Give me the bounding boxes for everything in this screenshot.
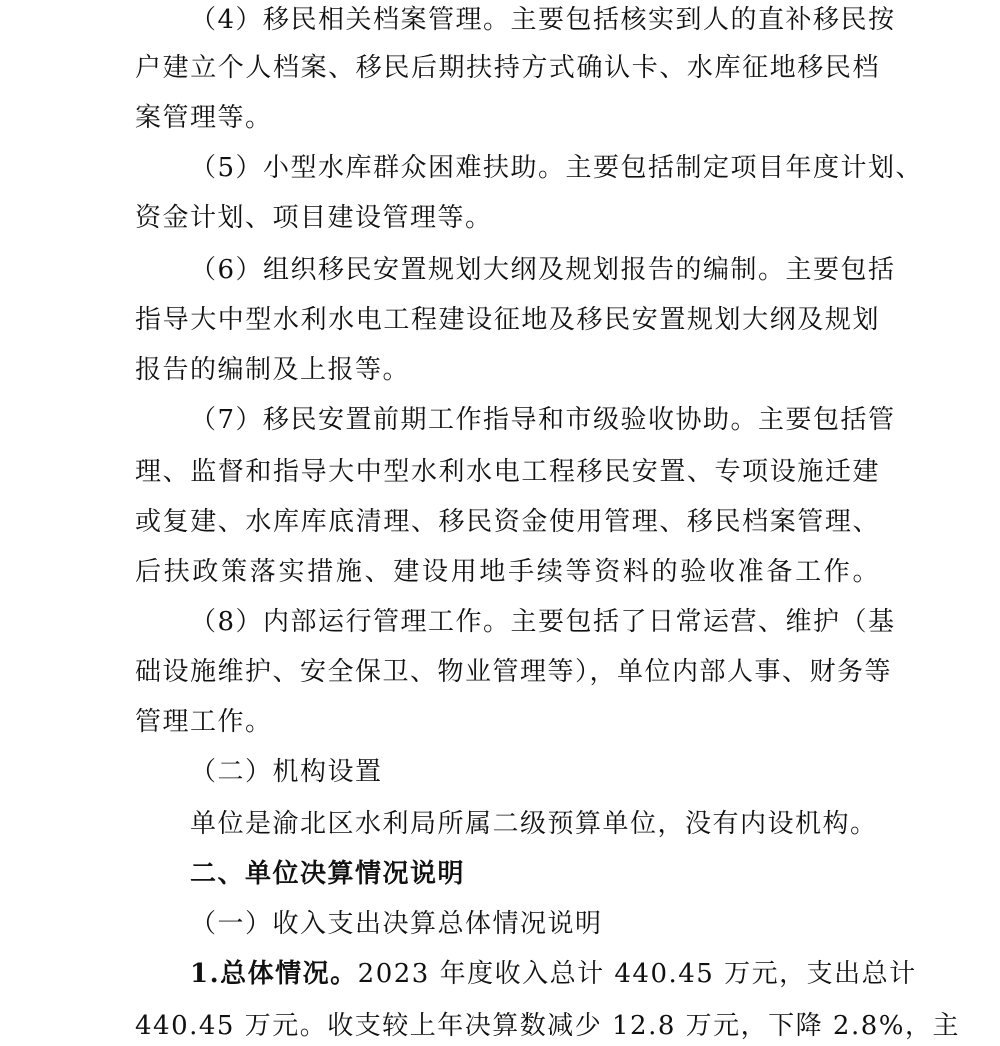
p7-line-2: 理、监督和指导大中型水利水电工程移民安置、专项设施迁建 — [135, 457, 880, 487]
p4-line-1: （4）移民相关档案管理。主要包括核实到人的直补移民按 — [190, 5, 896, 35]
p4-line-3: 案管理等。 — [135, 103, 273, 133]
p5-line-1: （5）小型水库群众困难扶助。主要包括制定项目年度计划、 — [190, 153, 924, 183]
overall-line-1 — [190, 954, 917, 994]
section-org-heading: （二）机构设置 — [190, 757, 383, 787]
p8-line-3: 管理工作。 — [135, 707, 273, 737]
p5-line-2: 资金计划、项目建设管理等。 — [135, 203, 493, 233]
p6-line-1: （6）组织移民安置规划大纲及规划报告的编制。主要包括 — [190, 255, 896, 285]
p4-line-2: 户建立个人档案、移民后期扶持方式确认卡、水库征地移民档 — [135, 53, 880, 83]
section-two-subheading: （一）收入支出决算总体情况说明 — [190, 909, 603, 939]
overall-line-1-rest: 2023 年度收入总计 440.45 万元，支出总计 — [357, 959, 917, 989]
p6-line-3: 报告的编制及上报等。 — [135, 355, 411, 385]
p6-line-2: 指导大中型水利水电工程建设征地及移民安置规划大纲及规划 — [135, 305, 880, 335]
p7-line-3: 或复建、水库库底清理、移民资金使用管理、移民档案管理、 — [135, 507, 880, 537]
p8-line-2: 础设施维护、安全保卫、物业管理等），单位内部人事、财务等 — [135, 657, 893, 687]
overall-lead: 1.总体情况。 — [190, 959, 358, 989]
section-org-body: 单位是渝北区水利局所属二级预算单位，没有内设机构。 — [190, 809, 878, 839]
p7-line-1: （7）移民安置前期工作指导和市级验收协助。主要包括管 — [190, 405, 896, 435]
overall-line-2: 440.45 万元。收支较上年决算数减少 12.8 万元，下降 2.8%，主 — [135, 1011, 960, 1041]
p7-line-4: 后扶政策落实措施、建设用地手续等资料的验收准备工作。 — [135, 557, 880, 587]
section-two-heading: 二、单位决算情况说明 — [190, 859, 466, 889]
p8-line-1: （8）内部运行管理工作。主要包括了日常运营、维护（基 — [190, 607, 896, 637]
